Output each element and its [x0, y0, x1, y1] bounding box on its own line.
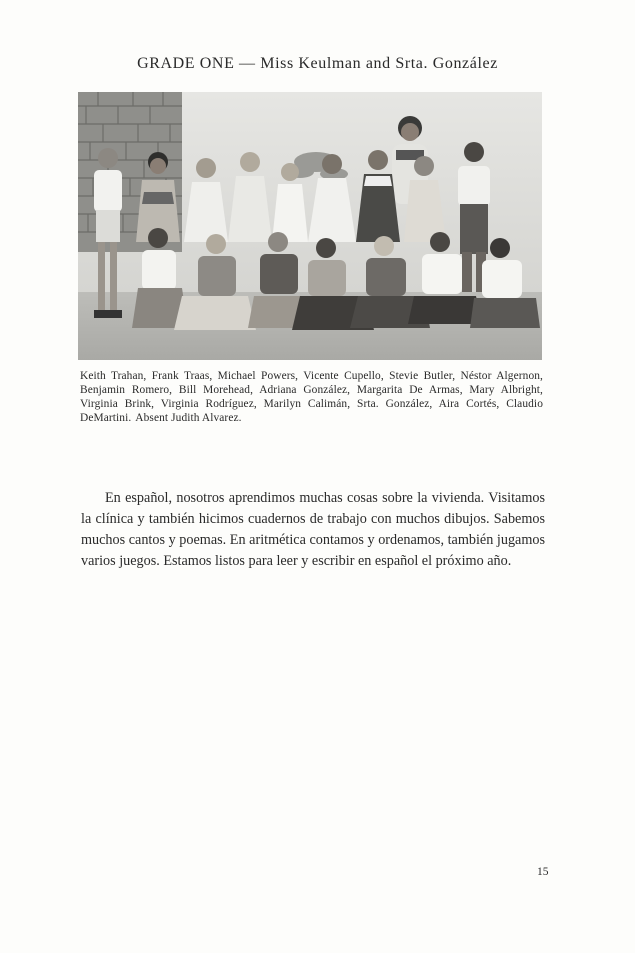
caption-names: Keith Trahan, Frank Traas, Michael Powers, Vicente Cupello, Stevie Butler, Néstor Algernon, Benjamin Romero, Bill Morehead, Adriana González, Margarita De Armas, Mary Albright, Virginia Brink, Virginia Rodríguez, Marilyn Calimán, Srta. González, Aira Cortés, Claudio DeMartini. [80, 370, 543, 424]
page-title: GRADE ONE — Miss Keulman and Srta. González [137, 55, 498, 72]
photo-caption [80, 369, 543, 425]
class-photo [78, 92, 542, 360]
absent-note: Absent Judith Alvarez. [135, 412, 242, 424]
body-paragraph: En español, nosotros aprendimos muchas cosas sobre la vivienda. Visitamos la clínica y también hicimos cuadernos de trabajo con muchos dibujos. Sabemos muchos cantos y poemas. En aritmética contamos y ordenamos, también jugamos varios juegos. Estamos listos para leer y escribir en español el próximo año. [81, 490, 545, 569]
page-number: 15 [537, 866, 549, 878]
